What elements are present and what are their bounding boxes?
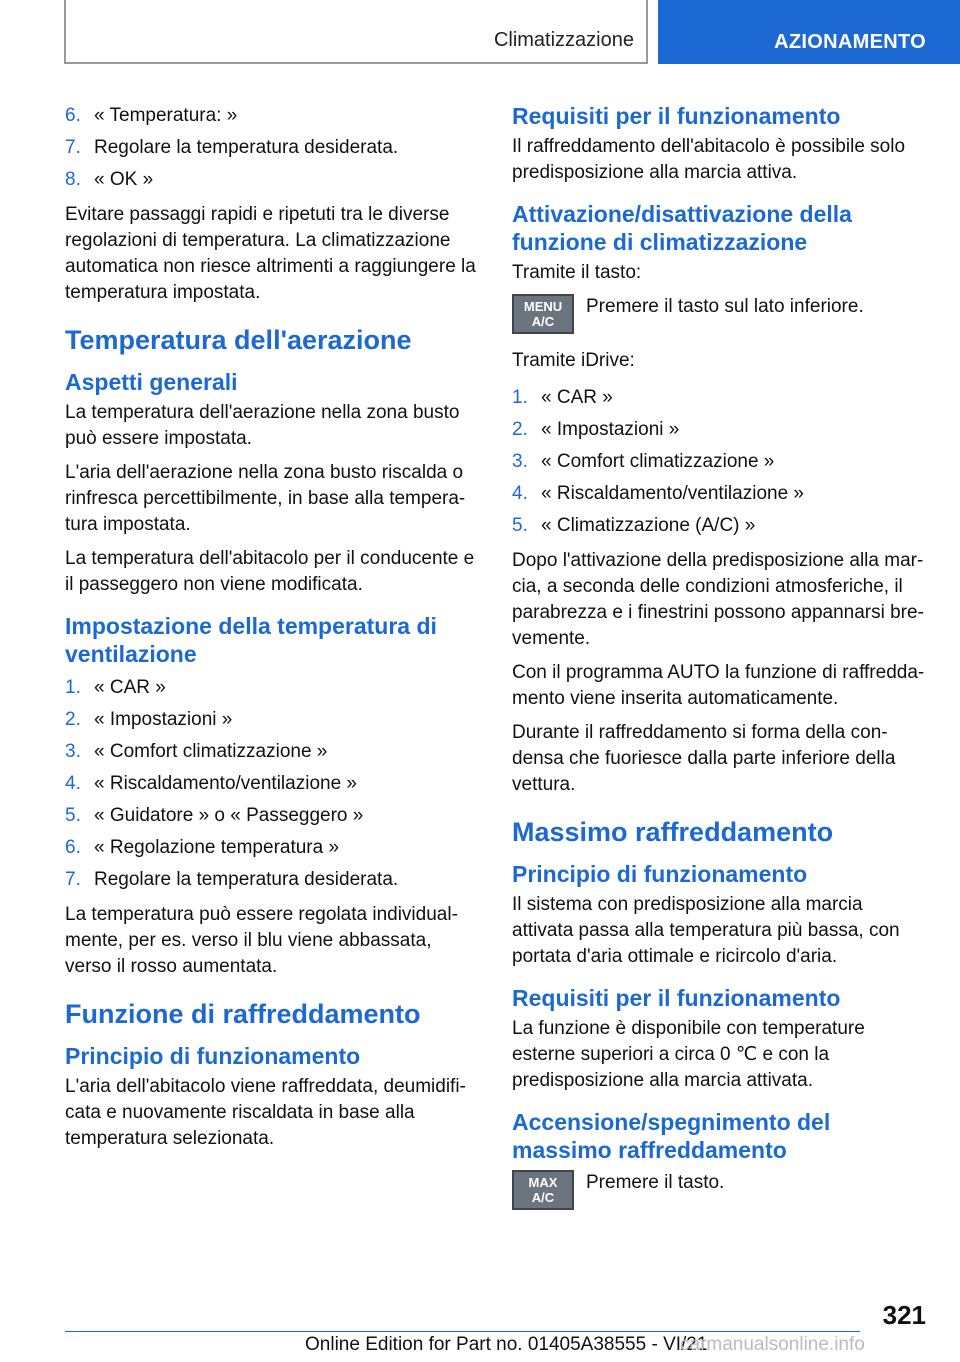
step-text: « Impostazioni »	[541, 419, 680, 440]
step-number: 4.	[65, 773, 81, 794]
page-number: 321	[882, 1300, 926, 1330]
step-number: 3.	[512, 451, 528, 472]
step-number: 5.	[65, 805, 81, 826]
step-text: « CAR »	[541, 387, 613, 408]
paragraph: Il raffreddamento dell'abitacolo è possibile solo predisposizione alla marcia attiva.	[512, 136, 906, 183]
icon-instruction: Premere il tasto.	[586, 1172, 725, 1193]
section-title: AZIONAMENTO	[774, 31, 926, 53]
icon-label: MENU	[523, 299, 563, 314]
max-ac-button-icon	[512, 1170, 574, 1210]
step-text: « Regolazione temperatura »	[94, 837, 340, 858]
list-item	[512, 414, 926, 446]
step-number: 3.	[65, 741, 81, 762]
step-number: 4.	[512, 483, 528, 504]
paragraph: L'aria dell'abitacolo viene raffreddata, deumidificata e nuovamente riscaldata in base alla temperatura selezionata.	[65, 1076, 466, 1149]
step-text: « Climatizzazione (A/C) »	[541, 515, 756, 536]
section-heading: Funzione di raffreddamento	[65, 999, 421, 1029]
subsection-heading: Principio di funzionamento	[65, 1043, 361, 1069]
icon-label: MAX	[528, 1175, 558, 1190]
list-item	[65, 672, 477, 704]
list-item	[65, 132, 477, 164]
section-heading: Temperatura dell'aerazione	[65, 325, 412, 355]
paragraph: La temperatura dell'aerazione nella zona busto può essere impostata.	[65, 402, 460, 449]
subsection-heading: Aspetti generali	[65, 369, 238, 395]
step-number: 5.	[512, 515, 528, 536]
step-text: « Riscaldamento/ventilazione »	[541, 483, 804, 504]
left-column	[65, 100, 477, 1160]
paragraph: La temperatura può essere regolata individualmente, per es. verso il blu viene abbassata, verso il rosso aumentata.	[65, 904, 458, 977]
step-text: « Temperatura: »	[94, 105, 238, 126]
paragraph: L'aria dell'aerazione nella zona busto riscalda o rinfresca percettibilmente, in base alla temperatura impostata.	[65, 462, 466, 535]
step-text: « Guidatore » o « Passeggero »	[94, 805, 364, 826]
paragraph: Con il programma AUTO la funzione di raffreddamento viene inserita automaticamente.	[512, 662, 925, 709]
subsection-heading: Requisiti per il funzionamento	[512, 985, 841, 1011]
paragraph: Evitare passaggi rapidi e ripetuti tra le diverse regolazioni di temperatura. La climatizzazione automatica non riesce altrimenti a raggiungere la temperatura impostata.	[65, 204, 476, 303]
subsection-heading: Requisiti per il funzionamento	[512, 103, 841, 129]
step-text: « Riscaldamento/ventilazione »	[94, 773, 357, 794]
paragraph: Tramite il tasto:	[512, 262, 642, 283]
menu-ac-row	[512, 294, 926, 334]
step-number: 7.	[65, 869, 81, 890]
step-number: 1.	[512, 387, 528, 408]
step-text: Regolare la temperatura desiderata.	[94, 137, 399, 158]
list-item	[512, 382, 926, 414]
steps-setting	[65, 672, 477, 896]
section-heading: Massimo raffreddamento	[512, 817, 834, 847]
step-text: « Comfort climatizzazione »	[94, 741, 328, 762]
list-item	[65, 832, 477, 864]
step-text: « OK »	[94, 169, 154, 190]
paragraph: Durante il raffreddamento si forma della condensa che fuoriesce dalla parte inferiore della vettura.	[512, 722, 896, 795]
step-number: 2.	[512, 419, 528, 440]
list-item	[65, 100, 477, 132]
max-ac-row	[512, 1170, 926, 1210]
list-item	[65, 864, 477, 896]
list-item	[65, 768, 477, 800]
subsection-heading: Attivazione/disattivazione della funzione di climatizzazione	[512, 201, 852, 255]
paragraph: Dopo l'attivazione della predisposizione alla marcia, a seconda delle condizioni atmosferiche, il parabrezza e i finestrini possono appannarsi brevemente.	[512, 550, 924, 649]
paragraph: La temperatura dell'abitacolo per il conducente e il passeggero non viene modificata.	[65, 548, 475, 595]
edition-text: Online Edition for Part no. 01405A38555 - VI/21	[305, 1334, 708, 1355]
subsection-heading: Accensione/spegnimento del massimo raffreddamento	[512, 1109, 831, 1163]
list-item	[65, 800, 477, 832]
step-number: 6.	[65, 105, 81, 126]
menu-ac-button-icon	[512, 294, 574, 334]
paragraph: Il sistema con predisposizione alla marcia attivata passa alla temperatura più bassa, con portata d'aria ottimale e ricircolo d'aria.	[512, 894, 900, 967]
subsection-heading: Principio di funzionamento	[512, 861, 808, 887]
right-column	[512, 100, 926, 1224]
paragraph: La funzione è disponibile con temperature esterne superiori a circa 0 ℃ e con la predisposizione alla marcia attivata.	[512, 1018, 865, 1091]
step-number: 7.	[65, 137, 81, 158]
list-item	[65, 736, 477, 768]
step-text: Regolare la temperatura desiderata.	[94, 869, 399, 890]
watermark: carmanualsonline.info	[680, 1334, 865, 1355]
icon-label: A/C	[531, 1190, 555, 1205]
step-number: 6.	[65, 837, 81, 858]
list-item	[512, 446, 926, 478]
step-number: 8.	[65, 169, 81, 190]
step-number: 1.	[65, 677, 81, 698]
steps-idrive	[512, 382, 926, 542]
step-text: « Comfort climatizzazione »	[541, 451, 775, 472]
chapter-title: Climatizzazione	[493, 29, 634, 51]
step-number: 2.	[65, 709, 81, 730]
footer-divider	[65, 1331, 860, 1332]
step-text: « CAR »	[94, 677, 166, 698]
header-chapter-box	[64, 0, 648, 64]
list-item	[512, 478, 926, 510]
header-section-box	[658, 0, 960, 64]
subsection-heading: Impostazione della temperatura di ventilazione	[65, 613, 437, 667]
list-item	[512, 510, 926, 542]
list-item	[65, 704, 477, 736]
list-item	[65, 164, 477, 196]
icon-label: A/C	[531, 314, 555, 329]
paragraph: Tramite iDrive:	[512, 350, 635, 371]
icon-instruction: Premere il tasto sul lato inferiore.	[586, 296, 864, 317]
step-text: « Impostazioni »	[94, 709, 233, 730]
steps-top	[65, 100, 477, 196]
